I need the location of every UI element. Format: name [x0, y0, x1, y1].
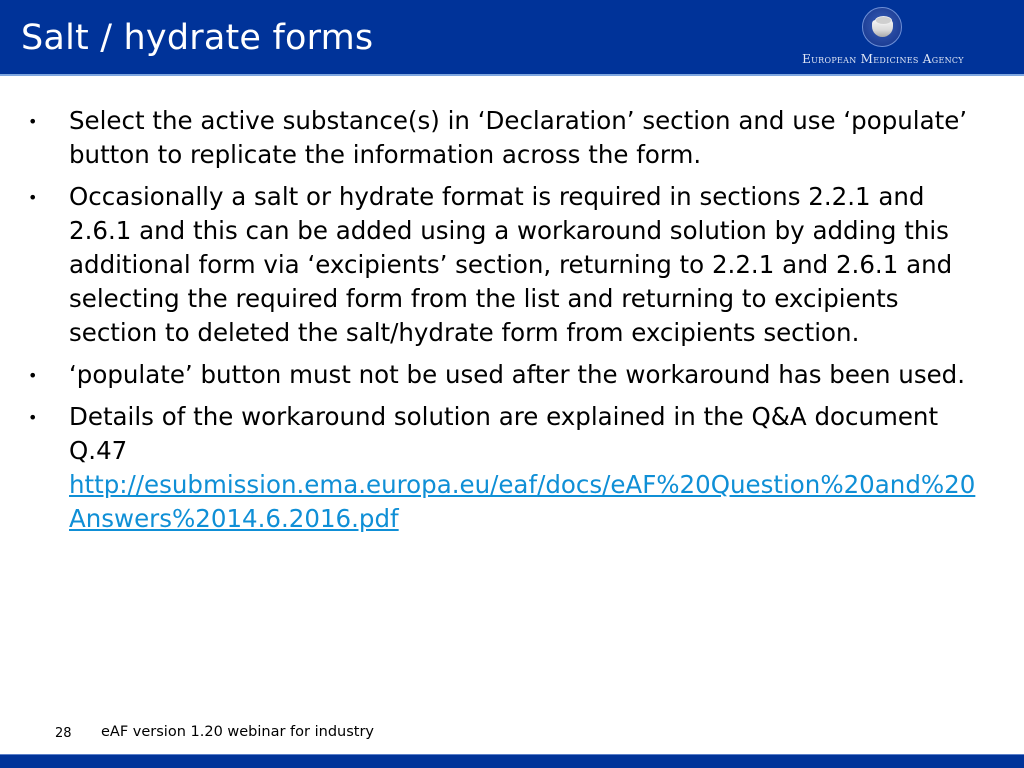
footer-text: eAF version 1.20 webinar for industry [101, 724, 375, 740]
bowl-shape [872, 20, 893, 37]
bullet-text: Occasionally a salt or hydrate format is required in sections 2.2.1 and 2.6.1 and this can be added using a workaround solution by adding this additional form via ‘excipients’ section, returning to 2.2.1 and 2.6.1 and selecting the required form from the list and returning to excipients section to deleted the salt/hydrate form from excipients section. [69, 182, 953, 347]
slide-title: Salt / hydrate forms [21, 18, 374, 58]
bullet-item [0, 180, 1024, 350]
ema-bowl-emblem-icon [862, 7, 902, 47]
logo-text: European Medicines Agency [802, 52, 964, 66]
bullet-text: ‘populate’ button must not be used after the workaround has been used. [69, 360, 966, 389]
bullet-icon: • [28, 366, 38, 385]
footer [0, 724, 1024, 746]
bullet-item [0, 400, 1024, 536]
bullet-icon: • [28, 188, 38, 207]
page-number: 28 [55, 726, 72, 741]
bottom-bar [0, 754, 1024, 768]
bullet-icon: • [28, 112, 38, 131]
bullet-text: Select the active substance(s) in ‘Declaration’ section and use ‘populate’ button to replicate the information across the form. [69, 106, 968, 169]
qa-document-link[interactable]: http://esubmission.ema.europa.eu/eaf/docs/eAF%20Question%20and%20Answers%2014.6.2016.pdf [69, 470, 976, 533]
bullet-item [0, 358, 1024, 392]
header-bar [0, 0, 1024, 76]
bullet-icon: • [28, 408, 38, 427]
ema-logo [778, 6, 988, 70]
bullet-list [0, 104, 1024, 536]
slide-content [0, 104, 1024, 544]
bullet-item [0, 104, 1024, 172]
bullet-text: Details of the workaround solution are explained in the Q&A document Q.47 [69, 402, 939, 465]
